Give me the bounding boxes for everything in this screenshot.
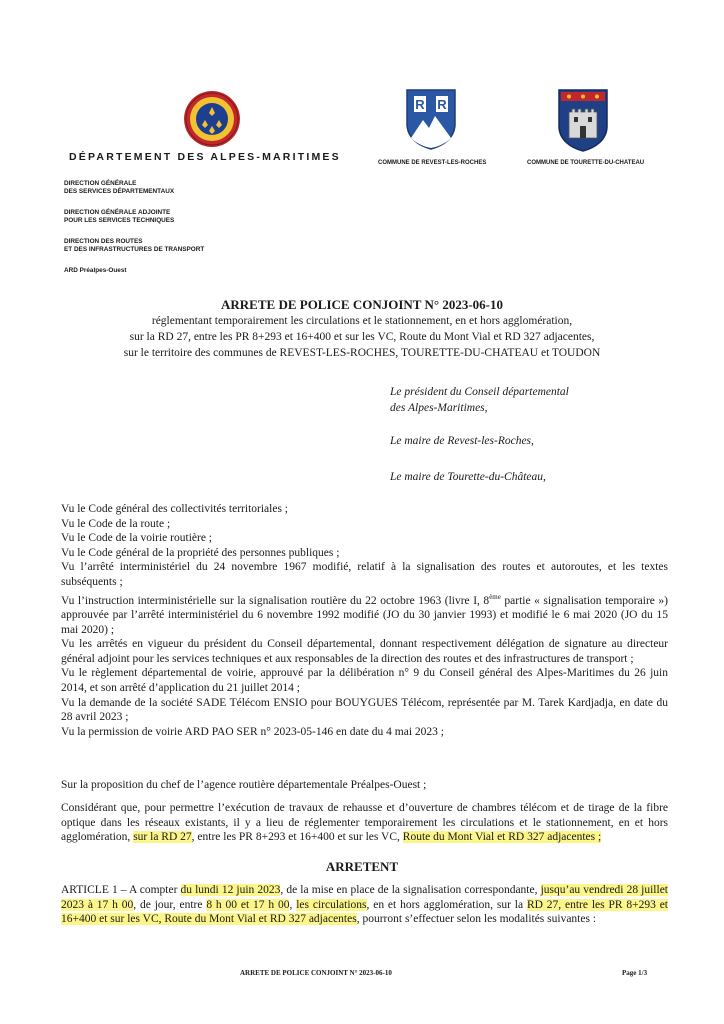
vu-item: Vu le Code général de la propriété des personnes publiques ; [61, 546, 340, 559]
page-number: Page 1/3 [622, 969, 648, 977]
highlight: les circulations [296, 898, 367, 911]
vu-item: Vu la demande de la société SADE Télécom ENSIO pour BOUYGUES Télécom, représentée par M. Tarek Kardjadja, en date du 28 avril 2023 ; [61, 696, 668, 724]
vu-item: Vu les arrêtés en vigueur du président du Conseil départemental, donnant respectivement délégation de signature au directeur général adjoint pour les services techniques et aux responsables de la direction des routes et des infrastructures de transport ; [61, 638, 668, 665]
svg-text:R: R [415, 97, 425, 112]
highlight: jusqu’au vendredi 28 juillet 2023 à 17 h 00 [61, 884, 668, 911]
commune-tourette-label: COMMUNE DE TOURETTE-DU-CHATEAU [527, 160, 645, 166]
authority-president: Le président du Conseil départemental des Alpes-Maritimes, [390, 386, 569, 414]
proposition: Sur la proposition du chef de l’agence routière départementale Préalpes-Ouest ; [61, 779, 427, 791]
authority-maire-revest: Le maire de Revest-les-Roches, [390, 435, 534, 447]
document-title: ARRETE DE POLICE CONJOINT N° 2023-06-10 [221, 297, 503, 312]
subtitle-line: sur le territoire des communes de REVEST-LES-ROCHES, TOURETTE-DU-CHATEAU et TOUDON [123, 347, 601, 359]
superscript: ème [489, 592, 501, 601]
vu-text: Vu l’instruction interministérielle sur la signalisation routière du 22 octobre 1963 (livre I, 8 [61, 594, 490, 607]
highlight: 8 h 00 et 17 h 00 [206, 898, 290, 911]
subtitle-line: sur la RD 27, entre les PR 8+293 et 16+400 et sur les VC, Route du Mont Vial et RD 327 adjacentes, [129, 331, 595, 343]
vu-item: Vu le Code de la route ; [61, 517, 171, 530]
article-text: , de jour, entre [133, 898, 207, 911]
authority-maire-tourette: Le maire de Tourette-du-Château, [390, 471, 546, 483]
revest-les-roches-logo [405, 88, 457, 150]
vu-item: Vu la permission de voirie ARD PAO SER n° 2023-05-146 en date du 4 mai 2023 ; [61, 725, 444, 738]
highlight: RD 27, entre les PR 8+293 et 16+400 et sur les VC, Route du Mont Vial et RD 327 adjacentes [61, 898, 668, 926]
arretent-heading: ARRETENT [325, 859, 399, 874]
svg-text:R: R [437, 97, 447, 112]
considerant [61, 801, 668, 845]
title-block [0, 297, 724, 361]
department-logo [183, 90, 241, 148]
vu-item: Vu le règlement départemental de voirie, approuvé par la délibération n° 9 du Conseil général des Alpes-Maritimes du 26 juin 2014, et son arrêté d’application du 21 juillet 2014 ; [61, 667, 668, 694]
article-text: , [289, 898, 297, 911]
article-text: , pourront s’effectuer selon les modalités suivantes : [356, 913, 597, 926]
article-text: ARTICLE 1 – A compter [61, 884, 181, 896]
considerant-text: , entre les PR 8+293 et 16+400 et sur les VC, [191, 831, 403, 844]
subtitle-line: réglementant temporairement les circulations et le stationnement, en et hors agglomération, [151, 315, 573, 327]
commune-revest-label: COMMUNE DE REVEST-LES-ROCHES [378, 160, 487, 166]
vu-item: Vu le Code général des collectivités territoriales ; [61, 503, 288, 515]
article-text: , en et hors agglomération, sur la [366, 898, 527, 911]
ard-label: ARD Préalpes-Ouest [64, 267, 127, 274]
direction-routes: DIRECTION DES ROUTES ET DES INFRASTRUCTURES DE TRANSPORT [64, 238, 205, 253]
vu-item: Vu le Code de la voirie routière ; [61, 532, 212, 545]
highlight: sur la RD 27 [133, 831, 192, 844]
tourette-du-chateau-logo [557, 88, 609, 152]
footer-reference: ARRETE DE POLICE CONJOINT N° 2023-06-10 [240, 969, 392, 977]
department-name: DÉPARTEMENT DES ALPES-MARITIMES [69, 151, 341, 163]
considerant-text: Considérant que, pour permettre l’exécution de travaux de rehausse et d’ouverture de chambres télécom et de tirage de la fibre optique dans les réseaux existants, il y a lieu de réglementer temporairement les circulations et le stationnement, en et hors agglomération, [61, 802, 668, 844]
highlight: du lundi 12 juin 2023 [180, 884, 281, 896]
vu-text: partie « signalisation temporaire ») approuvée par l’arrêté interministériel du 6 novembre 1992 modifié (JO du 30 janvier 1993) et modifié le 6 mai 2020 (JO du 15 mai 2020) ; [61, 594, 668, 636]
vu-item: Vu l’arrêté interministériel du 24 novembre 1967 modifié, relatif à la signalisation des routes et autoroutes, et les textes subséquents ; [61, 561, 668, 588]
direction-generale-adjointe: DIRECTION GÉNÉRALE ADJOINTE POUR LES SERVICES TECHNIQUES [64, 209, 175, 224]
direction-generale: DIRECTION GÉNÉRALE DES SERVICES DÉPARTEMENTAUX [64, 180, 175, 195]
vu-section [61, 502, 668, 739]
article-text: , de la mise en place de la signalisation correspondante, [280, 884, 541, 896]
article-1 [61, 883, 668, 927]
vu-item [61, 590, 668, 638]
highlight: Route du Mont Vial et RD 327 adjacentes ; [402, 831, 602, 844]
